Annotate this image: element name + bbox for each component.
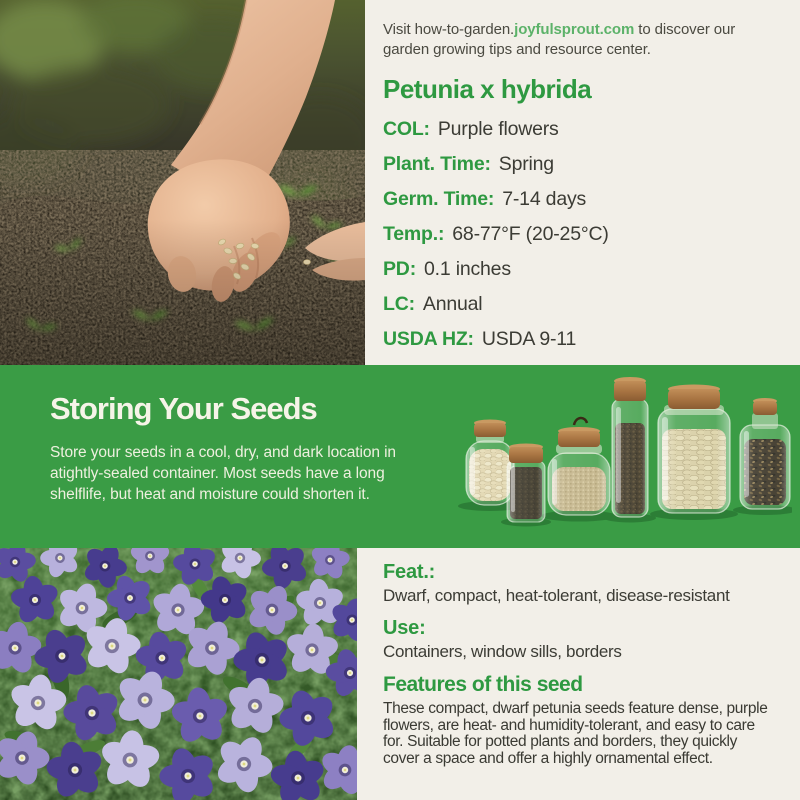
attribute-value: USDA 9-11 — [481, 328, 577, 350]
site-note-prefix: Visit how-to-garden. — [383, 21, 515, 38]
site-note — [383, 20, 755, 59]
plant-info-panel — [365, 0, 800, 365]
seed-details-panel — [357, 548, 800, 800]
features-body-line: These compact, dwarf petunia seeds feature dense, purple — [383, 700, 768, 717]
storage-banner-line: shelflife, but heat and moisture could shorten it. — [50, 486, 370, 503]
jar-flat-seeds — [658, 385, 730, 514]
plant-title: Petunia x hybrida — [383, 74, 592, 104]
storage-banner-copy — [50, 391, 396, 505]
attribute-value: 68-77°F (20-25°C) — [452, 223, 609, 245]
features-body — [383, 701, 792, 767]
attribute-value: Spring — [498, 153, 554, 175]
features-body-line: flowers, are heat- and humidity-tolerant, and easy to care — [383, 716, 755, 734]
feat-value: Dwarf, compact, heat-tolerant, disease-resistant — [383, 586, 730, 605]
sowing-photo-illustration — [0, 0, 365, 365]
jar-tan-granules — [548, 418, 610, 515]
features-body-line: for. Suitable for potted plants and borders, they quickly — [383, 733, 737, 750]
attribute-value: 0.1 inches — [423, 258, 511, 280]
storage-banner-line: Store your seeds in a cool, dry, and dark location in — [50, 444, 396, 461]
attribute-row-color — [383, 118, 790, 141]
features-title: Features of this seed — [383, 673, 583, 696]
attribute-label: Temp.: — [383, 223, 445, 245]
attribute-list — [383, 118, 790, 351]
bottom-section — [0, 548, 800, 800]
use-label: Use: — [383, 617, 426, 639]
storage-banner-title: Storing Your Seeds — [50, 391, 317, 426]
storage-banner-line: atightly-sealed container. Most seeds have a long — [50, 465, 385, 482]
top-section — [0, 0, 800, 365]
petunia-flowers-photo — [0, 548, 357, 800]
attribute-row-temperature — [383, 223, 790, 246]
attribute-label: COL: — [383, 118, 430, 140]
attribute-label: Plant. Time: — [383, 153, 491, 175]
sowing-photo — [0, 0, 365, 365]
attribute-label: Germ. Time: — [383, 188, 495, 210]
site-note-suffix: to discover our garden growing tips and resource center. — [383, 21, 736, 58]
use-value: Containers, window sills, borders — [383, 642, 622, 661]
attribute-row-usda-zone — [383, 328, 790, 351]
feat-label: Feat.: — [383, 561, 436, 583]
storage-banner — [0, 365, 800, 548]
attribute-row-planting-depth — [383, 258, 790, 281]
attribute-row-life-cycle — [383, 293, 790, 316]
seed-jars-photo — [452, 365, 792, 548]
petunia-flowers-illustration — [0, 548, 357, 800]
site-link[interactable]: joyfulsprout.com — [514, 21, 635, 38]
features-body-line: cover a space and offer a highly ornamental effect. — [383, 749, 713, 767]
attribute-value: Annual — [422, 293, 483, 315]
attribute-label: USDA HZ: — [383, 328, 474, 350]
attribute-row-germ-time — [383, 188, 790, 211]
seed-jars-illustration — [452, 365, 792, 548]
attribute-label: LC: — [383, 293, 415, 315]
attribute-value: 7-14 days — [502, 188, 587, 210]
attribute-label: PD: — [383, 258, 416, 280]
attribute-value: Purple flowers — [437, 118, 559, 140]
attribute-row-plant-time — [383, 153, 790, 176]
